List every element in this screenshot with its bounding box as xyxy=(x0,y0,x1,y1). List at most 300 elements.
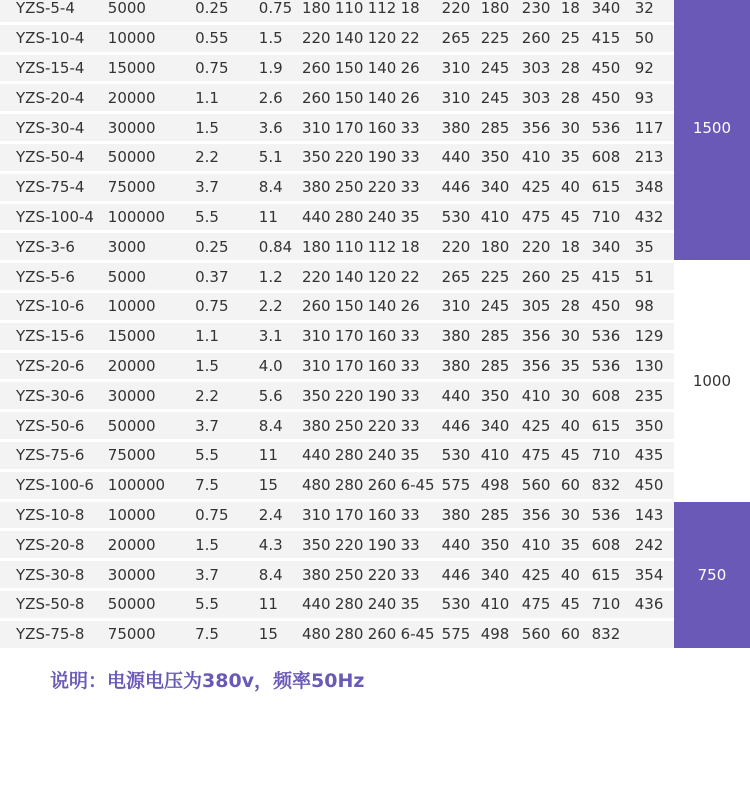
table-cell: 225 xyxy=(478,25,519,52)
table-cell: 356 xyxy=(519,323,558,350)
table-cell: 140 xyxy=(332,25,365,52)
table-cell: 356 xyxy=(519,114,558,141)
table-cell: 26 xyxy=(398,293,439,320)
table-cell: 110 xyxy=(332,233,365,260)
table-cell: 20000 xyxy=(105,84,192,111)
table-cell: 608 xyxy=(589,144,632,171)
table-row xyxy=(0,442,750,469)
table-cell: 3.7 xyxy=(192,412,256,439)
table-cell: 5.5 xyxy=(192,204,256,231)
table-cell: 35 xyxy=(632,233,674,260)
table-cell: 75000 xyxy=(105,621,192,648)
table-cell: 51 xyxy=(632,263,674,290)
table-cell: 40 xyxy=(558,174,589,201)
table-cell: 575 xyxy=(439,472,478,499)
table-cell: 832 xyxy=(589,472,632,499)
table-cell: 220 xyxy=(365,412,398,439)
table-cell: 33 xyxy=(398,353,439,380)
table-cell: 190 xyxy=(365,531,398,558)
table-cell: 28 xyxy=(558,293,589,320)
table-cell: 350 xyxy=(632,412,674,439)
table-cell: 3.7 xyxy=(192,561,256,588)
table-cell: 280 xyxy=(332,204,365,231)
table-cell: 0.75 xyxy=(256,0,299,22)
table-cell: 15000 xyxy=(105,323,192,350)
table-cell: 0.84 xyxy=(256,233,299,260)
table-cell: 560 xyxy=(519,621,558,648)
table-cell: 410 xyxy=(519,382,558,409)
table-cell: 220 xyxy=(332,382,365,409)
table-cell: 117 xyxy=(632,114,674,141)
table-cell: 75000 xyxy=(105,442,192,469)
table-cell: 75000 xyxy=(105,174,192,201)
table-cell: 2.4 xyxy=(256,502,299,529)
model-cell: YZS-15-6 xyxy=(0,323,105,350)
table-cell: 18 xyxy=(558,0,589,22)
table-cell: 8.4 xyxy=(256,561,299,588)
table-cell: 26 xyxy=(398,84,439,111)
table-cell: 380 xyxy=(299,174,332,201)
table-cell: 415 xyxy=(589,25,632,52)
table-row xyxy=(0,353,750,380)
table-cell: 436 xyxy=(632,591,674,618)
table-cell: 160 xyxy=(365,353,398,380)
table-cell: 530 xyxy=(439,442,478,469)
model-cell: YZS-3-6 xyxy=(0,233,105,260)
table-cell: 30000 xyxy=(105,114,192,141)
table-cell: 32 xyxy=(632,0,674,22)
table-cell: 280 xyxy=(332,472,365,499)
table-cell: 220 xyxy=(365,561,398,588)
table-cell: 50000 xyxy=(105,412,192,439)
table-cell: 536 xyxy=(589,323,632,350)
table-cell: 560 xyxy=(519,472,558,499)
table-cell: 710 xyxy=(589,591,632,618)
table-cell: 15000 xyxy=(105,55,192,82)
table-row xyxy=(0,84,750,111)
table-cell: 536 xyxy=(589,353,632,380)
table-cell: 380 xyxy=(439,502,478,529)
table-cell: 30 xyxy=(558,382,589,409)
table-cell: 530 xyxy=(439,591,478,618)
table-cell: 350 xyxy=(478,144,519,171)
table-cell: 536 xyxy=(589,502,632,529)
table-row xyxy=(0,263,750,290)
table-cell: 498 xyxy=(478,472,519,499)
table-cell: 140 xyxy=(365,55,398,82)
table-cell: 143 xyxy=(632,502,674,529)
table-cell: 350 xyxy=(299,531,332,558)
table-cell: 180 xyxy=(299,0,332,22)
table-row xyxy=(0,233,750,260)
model-cell: YZS-30-6 xyxy=(0,382,105,409)
table-cell: 350 xyxy=(299,144,332,171)
table-cell: 475 xyxy=(519,204,558,231)
table-cell: 33 xyxy=(398,382,439,409)
table-cell: 11 xyxy=(256,591,299,618)
table-cell: 608 xyxy=(589,382,632,409)
table-cell: 245 xyxy=(478,55,519,82)
table-cell: 129 xyxy=(632,323,674,350)
table-cell: 10000 xyxy=(105,502,192,529)
table-cell: 20000 xyxy=(105,353,192,380)
table-cell: 220 xyxy=(519,233,558,260)
table-cell: 356 xyxy=(519,353,558,380)
table-cell: 170 xyxy=(332,502,365,529)
table-cell: 35 xyxy=(398,442,439,469)
model-cell: YZS-50-4 xyxy=(0,144,105,171)
table-cell: 410 xyxy=(519,144,558,171)
model-cell: YZS-20-8 xyxy=(0,531,105,558)
table-cell: 340 xyxy=(478,561,519,588)
table-cell: 30 xyxy=(558,502,589,529)
table-cell: 4.3 xyxy=(256,531,299,558)
table-cell: 285 xyxy=(478,502,519,529)
table-cell: 285 xyxy=(478,353,519,380)
table-cell: 120 xyxy=(365,25,398,52)
table-cell: 30 xyxy=(558,114,589,141)
table-cell: 30000 xyxy=(105,561,192,588)
table-cell: 33 xyxy=(398,174,439,201)
table-cell: 440 xyxy=(439,144,478,171)
table-cell: 285 xyxy=(478,114,519,141)
model-cell: YZS-75-8 xyxy=(0,621,105,648)
table-cell: 310 xyxy=(299,323,332,350)
table-cell: 350 xyxy=(299,382,332,409)
table-cell: 615 xyxy=(589,174,632,201)
table-cell: 8.4 xyxy=(256,412,299,439)
table-cell: 35 xyxy=(558,531,589,558)
table-cell: 5.5 xyxy=(192,442,256,469)
table-cell: 310 xyxy=(299,502,332,529)
table-cell: 1.1 xyxy=(192,323,256,350)
footnote: 说明：电源电压为380v，频率50Hz xyxy=(50,670,365,692)
table-cell: 0.25 xyxy=(192,233,256,260)
table-cell: 0.75 xyxy=(192,293,256,320)
table-cell: 11 xyxy=(256,442,299,469)
table-cell: 28 xyxy=(558,55,589,82)
table-cell: 475 xyxy=(519,591,558,618)
table-cell: 446 xyxy=(439,561,478,588)
table-cell: 150 xyxy=(332,55,365,82)
table-cell: 33 xyxy=(398,144,439,171)
table-cell: 260 xyxy=(365,472,398,499)
table-cell: 180 xyxy=(299,233,332,260)
table-cell: 7.5 xyxy=(192,621,256,648)
table-cell: 435 xyxy=(632,442,674,469)
model-cell: YZS-10-8 xyxy=(0,502,105,529)
table-cell: 35 xyxy=(398,591,439,618)
table-cell: 340 xyxy=(478,174,519,201)
table-cell: 242 xyxy=(632,531,674,558)
model-cell: YZS-75-6 xyxy=(0,442,105,469)
table-cell: 150 xyxy=(332,84,365,111)
table-cell: 410 xyxy=(478,204,519,231)
table-cell: 5000 xyxy=(105,0,192,22)
table-cell: 35 xyxy=(558,144,589,171)
table-cell: 18 xyxy=(558,233,589,260)
table-row xyxy=(0,472,750,499)
table-cell: 410 xyxy=(478,442,519,469)
table-cell: 303 xyxy=(519,84,558,111)
table-cell: 92 xyxy=(632,55,674,82)
table-cell: 0.37 xyxy=(192,263,256,290)
table-cell: 710 xyxy=(589,204,632,231)
table-cell: 380 xyxy=(439,353,478,380)
table-cell: 832 xyxy=(589,621,632,648)
table-cell: 60 xyxy=(558,472,589,499)
table-cell: 5000 xyxy=(105,263,192,290)
table-row xyxy=(0,561,750,588)
table-cell: 310 xyxy=(439,293,478,320)
table-cell: 380 xyxy=(299,412,332,439)
table-cell: 22 xyxy=(398,263,439,290)
table-cell: 20000 xyxy=(105,531,192,558)
table-cell: 160 xyxy=(365,502,398,529)
model-cell: YZS-5-6 xyxy=(0,263,105,290)
table-cell: 3.1 xyxy=(256,323,299,350)
table-cell: 440 xyxy=(439,382,478,409)
table-cell: 3.7 xyxy=(192,174,256,201)
table-cell: 440 xyxy=(439,531,478,558)
table-cell: 50000 xyxy=(105,591,192,618)
table-cell: 170 xyxy=(332,114,365,141)
table-cell: 240 xyxy=(365,442,398,469)
table-row xyxy=(0,293,750,320)
table-cell: 220 xyxy=(332,144,365,171)
model-cell: YZS-15-4 xyxy=(0,55,105,82)
table-cell: 170 xyxy=(332,353,365,380)
table-cell: 100000 xyxy=(105,204,192,231)
table-cell: 425 xyxy=(519,561,558,588)
table-cell: 33 xyxy=(398,114,439,141)
table-cell: 3.6 xyxy=(256,114,299,141)
table-cell: 5.5 xyxy=(192,591,256,618)
table-cell: 260 xyxy=(365,621,398,648)
table-cell: 530 xyxy=(439,204,478,231)
table-cell: 93 xyxy=(632,84,674,111)
table-cell: 45 xyxy=(558,442,589,469)
table-row xyxy=(0,502,750,529)
table-cell: 440 xyxy=(299,591,332,618)
table-cell: 15 xyxy=(256,621,299,648)
table-cell: 432 xyxy=(632,204,674,231)
table-cell: 615 xyxy=(589,561,632,588)
table-cell: 250 xyxy=(332,412,365,439)
table-cell: 310 xyxy=(299,353,332,380)
table-cell: 33 xyxy=(398,412,439,439)
table-cell: 225 xyxy=(478,263,519,290)
table-cell: 7.5 xyxy=(192,472,256,499)
table-cell: 8.4 xyxy=(256,174,299,201)
table-cell: 350 xyxy=(478,531,519,558)
table-cell: 50000 xyxy=(105,144,192,171)
table-cell: 220 xyxy=(439,0,478,22)
table-cell: 440 xyxy=(299,204,332,231)
table-cell: 310 xyxy=(299,114,332,141)
table-cell: 350 xyxy=(478,382,519,409)
model-cell: YZS-30-8 xyxy=(0,561,105,588)
model-cell: YZS-10-4 xyxy=(0,25,105,52)
table-cell: 18 xyxy=(398,233,439,260)
table-cell: 25 xyxy=(558,263,589,290)
table-cell: 160 xyxy=(365,323,398,350)
model-cell: YZS-30-4 xyxy=(0,114,105,141)
table-cell: 265 xyxy=(439,263,478,290)
table-cell: 26 xyxy=(398,55,439,82)
table-cell: 245 xyxy=(478,293,519,320)
table-row xyxy=(0,412,750,439)
table-cell: 356 xyxy=(519,502,558,529)
table-row xyxy=(0,323,750,350)
table-cell: 10000 xyxy=(105,25,192,52)
table-cell: 615 xyxy=(589,412,632,439)
table-cell: 250 xyxy=(332,174,365,201)
model-cell: YZS-5-4 xyxy=(0,0,105,22)
table-cell: 190 xyxy=(365,382,398,409)
speed-group-cell: 750 xyxy=(674,502,750,648)
table-row xyxy=(0,55,750,82)
table-cell: 180 xyxy=(478,233,519,260)
table-cell: 2.2 xyxy=(192,382,256,409)
table-cell: 0.25 xyxy=(192,0,256,22)
table-cell: 1.9 xyxy=(256,55,299,82)
table-cell: 380 xyxy=(439,114,478,141)
table-cell xyxy=(632,621,674,648)
table-cell: 120 xyxy=(365,263,398,290)
table-cell: 425 xyxy=(519,412,558,439)
table-cell: 285 xyxy=(478,323,519,350)
table-cell: 2.6 xyxy=(256,84,299,111)
table-cell: 1.5 xyxy=(192,531,256,558)
table-cell: 450 xyxy=(589,55,632,82)
table-cell: 235 xyxy=(632,382,674,409)
table-cell: 245 xyxy=(478,84,519,111)
table-cell: 50 xyxy=(632,25,674,52)
model-cell: YZS-10-6 xyxy=(0,293,105,320)
table-cell: 100000 xyxy=(105,472,192,499)
table-cell: 33 xyxy=(398,323,439,350)
table-cell: 310 xyxy=(439,55,478,82)
table-cell: 140 xyxy=(365,84,398,111)
table-cell: 18 xyxy=(398,0,439,22)
table-row xyxy=(0,114,750,141)
table-cell: 265 xyxy=(439,25,478,52)
table-cell: 310 xyxy=(439,84,478,111)
table-cell: 110 xyxy=(332,0,365,22)
table-cell: 1.5 xyxy=(256,25,299,52)
table-row xyxy=(0,591,750,618)
table-cell: 440 xyxy=(299,442,332,469)
table-row xyxy=(0,144,750,171)
speed-group-cell: 1000 xyxy=(674,263,750,498)
table-cell: 112 xyxy=(365,0,398,22)
table-cell: 40 xyxy=(558,561,589,588)
table-cell: 340 xyxy=(589,233,632,260)
table-cell: 410 xyxy=(478,591,519,618)
table-cell: 33 xyxy=(398,502,439,529)
table-cell: 446 xyxy=(439,174,478,201)
table-cell: 280 xyxy=(332,442,365,469)
table-cell: 33 xyxy=(398,531,439,558)
table-cell: 1.2 xyxy=(256,263,299,290)
model-cell: YZS-100-4 xyxy=(0,204,105,231)
table-cell: 220 xyxy=(299,263,332,290)
table-cell: 450 xyxy=(589,293,632,320)
table-cell: 0.55 xyxy=(192,25,256,52)
table-cell: 575 xyxy=(439,621,478,648)
table-cell: 170 xyxy=(332,323,365,350)
table-cell: 1.5 xyxy=(192,353,256,380)
table-cell: 425 xyxy=(519,174,558,201)
table-cell: 220 xyxy=(439,233,478,260)
table-cell: 446 xyxy=(439,412,478,439)
table-cell: 6-45 xyxy=(398,472,439,499)
table-cell: 1.1 xyxy=(192,84,256,111)
table-cell: 112 xyxy=(365,233,398,260)
model-cell: YZS-20-6 xyxy=(0,353,105,380)
table-cell: 480 xyxy=(299,472,332,499)
table-cell: 140 xyxy=(332,263,365,290)
model-cell: YZS-50-8 xyxy=(0,591,105,618)
table-cell: 1.5 xyxy=(192,114,256,141)
table-cell: 11 xyxy=(256,204,299,231)
table-cell: 4.0 xyxy=(256,353,299,380)
table-cell: 280 xyxy=(332,621,365,648)
table-cell: 380 xyxy=(439,323,478,350)
table-row xyxy=(0,204,750,231)
table-cell: 140 xyxy=(365,293,398,320)
table-cell: 60 xyxy=(558,621,589,648)
table-cell: 5.6 xyxy=(256,382,299,409)
table-cell: 150 xyxy=(332,293,365,320)
table-row xyxy=(0,382,750,409)
model-cell: YZS-20-4 xyxy=(0,84,105,111)
table-cell: 130 xyxy=(632,353,674,380)
table-cell: 33 xyxy=(398,561,439,588)
table-cell: 0.75 xyxy=(192,502,256,529)
table-cell: 10000 xyxy=(105,293,192,320)
table-cell: 340 xyxy=(478,412,519,439)
table-row xyxy=(0,0,750,22)
table-cell: 230 xyxy=(519,0,558,22)
table-row xyxy=(0,621,750,648)
table-cell: 450 xyxy=(632,472,674,499)
table-cell: 180 xyxy=(478,0,519,22)
table-cell: 240 xyxy=(365,204,398,231)
table-cell: 536 xyxy=(589,114,632,141)
table-cell: 250 xyxy=(332,561,365,588)
model-cell: YZS-50-6 xyxy=(0,412,105,439)
table-row xyxy=(0,531,750,558)
table-cell: 348 xyxy=(632,174,674,201)
table-cell: 260 xyxy=(299,84,332,111)
table-cell: 190 xyxy=(365,144,398,171)
table-cell: 220 xyxy=(299,25,332,52)
table-cell: 608 xyxy=(589,531,632,558)
table-cell: 98 xyxy=(632,293,674,320)
table-cell: 15 xyxy=(256,472,299,499)
table-cell: 450 xyxy=(589,84,632,111)
table-cell: 498 xyxy=(478,621,519,648)
table-cell: 280 xyxy=(332,591,365,618)
table-cell: 340 xyxy=(589,0,632,22)
table-cell: 2.2 xyxy=(192,144,256,171)
table-cell: 45 xyxy=(558,591,589,618)
table-cell: 6-45 xyxy=(398,621,439,648)
table-cell: 415 xyxy=(589,263,632,290)
table-cell: 160 xyxy=(365,114,398,141)
